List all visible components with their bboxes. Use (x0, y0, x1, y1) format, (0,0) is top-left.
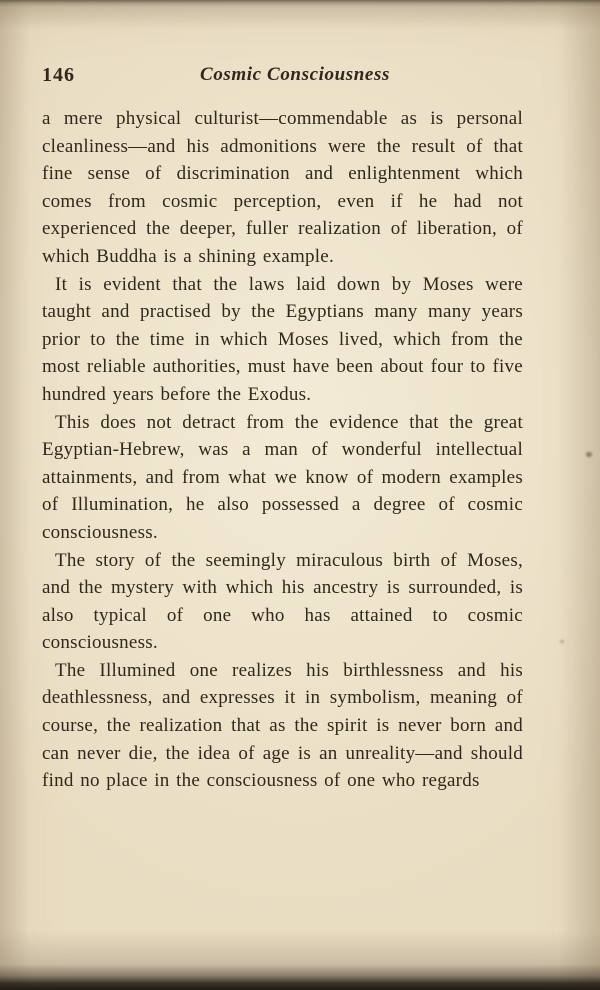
paragraph-2: It is evident that the laws laid down by Moses were taught and practised by the Egyptians many many years prior to the time in which Moses lived, which from the most reliable authorities, must have been about four to five hundred years before the Exodus. (42, 273, 523, 405)
paragraph-4: The story of the seemingly miraculous birth of Moses, and the mystery with which his ancestry is surrounded, is also typical of one who has attained to cosmic consciousness. (42, 549, 523, 654)
scan-speck-artifact (586, 452, 592, 457)
page-bottom-shadow (0, 964, 600, 990)
running-header-title: Cosmic Consciousness (200, 64, 390, 85)
page-body-text (42, 105, 523, 795)
paragraph-3: This does not detract from the evidence that the great Egyptian-Hebrew, was a man of wonderful intellectual attainments, and from what we know of modern examples of Illumination, he also possessed a degree of cosmic consciousness. (42, 411, 523, 543)
page-number: 146 (42, 64, 75, 86)
page-top-edge-shadow (0, 0, 600, 7)
page-header (42, 64, 522, 90)
scan-speck-artifact (560, 640, 564, 643)
paragraph-5: The Illumined one realizes his birthlessness and his deathlessness, and expresses it in symbolism, meaning of course, the realization that as the spirit is never born and can never die, the idea of age is an unreality—and should find no place in the consciousness of one who regards (42, 659, 523, 792)
paragraph-1: a mere physical culturist—commendable as is personal cleanliness—and his admonitions were the result of that fine sense of discrimination and enlightenment which comes from cosmic perception, even if he had not experienced the deeper, fuller realization of liberation, of which Buddha is a shining example. (42, 108, 523, 267)
